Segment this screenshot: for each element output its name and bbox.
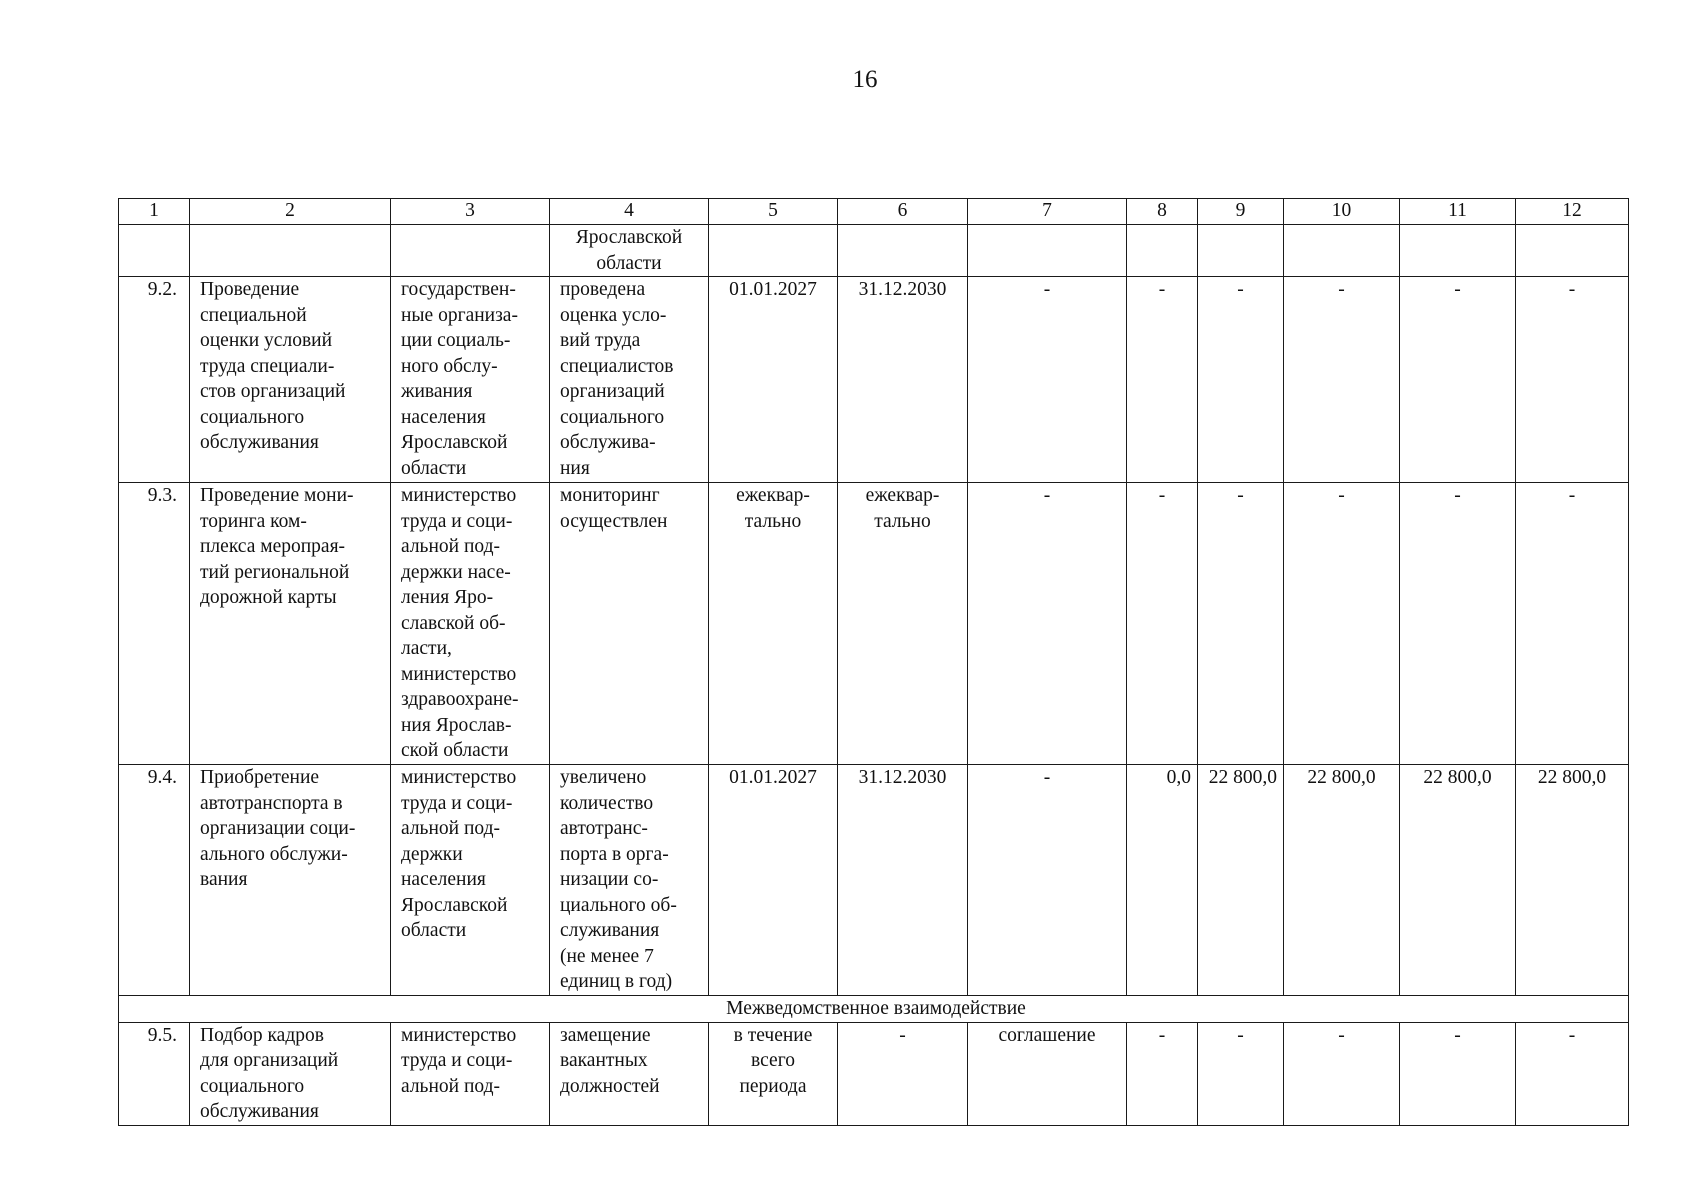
- cell-line: ния Ярослав-: [401, 714, 512, 736]
- value-col-9: -: [1198, 1022, 1284, 1125]
- cell-line: периода: [739, 1075, 807, 1097]
- cell-line: Проведение: [200, 279, 300, 300]
- cell-line: обслуживания: [200, 1101, 319, 1122]
- cell-line: оценки условий: [200, 330, 333, 351]
- column-number: 2: [190, 199, 391, 225]
- cell-line: труда и соци-: [401, 510, 513, 532]
- result: [550, 1022, 709, 1125]
- cell-line: труда и соци-: [401, 792, 513, 814]
- column-number: 3: [391, 199, 550, 225]
- measure-name: [190, 765, 391, 996]
- cell-line: Подбор кадров: [200, 1024, 324, 1046]
- cell-line: вания: [200, 869, 248, 890]
- cell-line: ния: [560, 457, 590, 479]
- cell-line: области: [401, 920, 467, 941]
- value-col-7: соглашение: [968, 1022, 1127, 1125]
- cell-line: социального: [560, 406, 665, 428]
- cell-line: дорожной карты: [200, 587, 337, 608]
- cell-line: проведена: [560, 279, 646, 300]
- executor: [391, 765, 550, 996]
- cell-line: ежеквар-: [865, 485, 940, 506]
- cell-line: всего: [751, 1050, 795, 1071]
- cell-line: единиц в год): [560, 971, 673, 992]
- cell-line: министерство: [401, 767, 517, 788]
- cell-line: населения: [401, 406, 486, 428]
- table-row: [119, 277, 1629, 483]
- cell-line: Ярославской: [401, 894, 508, 916]
- cell-line: социального: [200, 406, 305, 428]
- value-col-10: 22 800,0: [1284, 765, 1400, 996]
- result: [550, 483, 709, 765]
- value-col-11: -: [1400, 483, 1516, 765]
- column-number: 8: [1127, 199, 1198, 225]
- result: [550, 277, 709, 483]
- value-col-7: -: [968, 765, 1127, 996]
- continuation-result-cell: [550, 225, 709, 277]
- value-col-9: -: [1198, 277, 1284, 483]
- column-number: 7: [968, 199, 1127, 225]
- value-col-8: -: [1127, 277, 1198, 483]
- end-date: [838, 765, 968, 996]
- cell-line: труда и соци-: [401, 1050, 513, 1071]
- start-date: [709, 483, 838, 765]
- section-title: Межведомственное взаимодействие: [119, 996, 1629, 1023]
- cell-line: специальной: [200, 304, 307, 326]
- column-number: 11: [1400, 199, 1516, 225]
- value-col-11: 22 800,0: [1400, 765, 1516, 996]
- value-col-9: -: [1198, 483, 1284, 765]
- cell-line: труда специали-: [200, 355, 335, 377]
- cell-line: ской области: [401, 740, 509, 761]
- section-row: [119, 996, 1629, 1023]
- cell-line: населения: [401, 869, 486, 890]
- column-number: 4: [550, 199, 709, 225]
- cell-line: организации соци-: [200, 818, 356, 839]
- cell-line: автотранс-: [560, 818, 648, 839]
- end-date: -: [838, 1022, 968, 1125]
- value-col-7: -: [968, 483, 1127, 765]
- cell-line: ного обслу-: [401, 355, 498, 377]
- value-col-8: 0,0: [1127, 765, 1198, 996]
- cell-line: в течение: [733, 1024, 813, 1046]
- value-col-11: -: [1400, 277, 1516, 483]
- cell-line: министерство: [401, 663, 517, 685]
- column-number: 12: [1516, 199, 1629, 225]
- cell-line: низации со-: [560, 869, 659, 890]
- cell-line: альной под-: [401, 536, 500, 557]
- start-date: [709, 277, 838, 483]
- cell-line: 31.12.2030: [858, 279, 947, 300]
- end-date: [838, 277, 968, 483]
- measure-name: [190, 1022, 391, 1125]
- value-col-8: -: [1127, 1022, 1198, 1125]
- cell-line: плекса меропрая-: [200, 536, 346, 557]
- cell-line: ласти,: [401, 638, 452, 659]
- measure-name: [190, 483, 391, 765]
- cell-line: ального обслужи-: [200, 843, 348, 865]
- cell-line: мониторинг: [560, 485, 660, 506]
- cell-line: держки насе-: [401, 561, 511, 583]
- cell-line: увеличено: [560, 767, 647, 788]
- cell-line: альной под-: [401, 1075, 500, 1097]
- cell-line: служивания: [560, 920, 660, 941]
- cell-line: тий региональной: [200, 561, 350, 583]
- cell-line: специалистов: [560, 355, 674, 377]
- value-col-9: 22 800,0: [1198, 765, 1284, 996]
- value-col-8: -: [1127, 483, 1198, 765]
- cell-line: автотранспорта в: [200, 792, 343, 814]
- measure-name: [190, 277, 391, 483]
- cell-line: альной под-: [401, 818, 500, 839]
- cell-line: Проведение мони-: [200, 485, 354, 506]
- cell-line: Ярославской: [575, 227, 683, 248]
- cell-line: должностей: [560, 1075, 660, 1097]
- cell-line: осуществлен: [560, 510, 668, 532]
- cell-line: циального об-: [560, 894, 677, 916]
- program-table: [118, 198, 1629, 1126]
- cell-line: области: [401, 457, 467, 479]
- cell-line: тально: [744, 510, 802, 532]
- start-date: [709, 1022, 838, 1125]
- cell-line: государствен-: [401, 279, 516, 300]
- cell-line: количество: [560, 792, 654, 814]
- column-number: 1: [119, 199, 190, 225]
- column-number: 6: [838, 199, 968, 225]
- value-col-11: -: [1400, 1022, 1516, 1125]
- cell-line: славской об-: [401, 612, 506, 634]
- cell-line: здравоохране-: [401, 689, 519, 710]
- cell-line: 01.01.2027: [729, 767, 817, 788]
- cell-line: держки: [401, 843, 463, 865]
- cell-line: стов организаций: [200, 381, 346, 402]
- cell-line: социального: [200, 1075, 305, 1097]
- executor: [391, 1022, 550, 1125]
- table-row: [119, 1022, 1629, 1125]
- result: [550, 765, 709, 996]
- value-col-12: -: [1516, 1022, 1629, 1125]
- table-row: [119, 483, 1629, 765]
- cell-line: 01.01.2027: [729, 279, 817, 300]
- row-number: 9.4.: [119, 765, 190, 996]
- cell-line: замещение: [560, 1024, 651, 1046]
- page-number: 16: [852, 66, 878, 93]
- cell-line: ежеквар-: [736, 485, 810, 506]
- cell-line: обслужива-: [560, 432, 656, 453]
- value-col-12: -: [1516, 483, 1629, 765]
- cell-line: области: [596, 252, 662, 274]
- value-col-7: -: [968, 277, 1127, 483]
- value-col-10: -: [1284, 483, 1400, 765]
- cell-line: вий труда: [560, 330, 641, 351]
- cell-line: вакантных: [560, 1050, 648, 1071]
- cell-line: (не менее 7: [560, 945, 654, 967]
- row-number: 9.5.: [119, 1022, 190, 1125]
- cell-line: порта в орга-: [560, 843, 669, 865]
- value-col-10: -: [1284, 1022, 1400, 1125]
- column-number: 10: [1284, 199, 1400, 225]
- cell-line: оценка усло-: [560, 304, 667, 326]
- cell-line: министерство: [401, 1024, 517, 1046]
- value-col-12: -: [1516, 277, 1629, 483]
- value-col-10: -: [1284, 277, 1400, 483]
- value-col-12: 22 800,0: [1516, 765, 1629, 996]
- cell-line: ции социаль-: [401, 330, 511, 351]
- table-row: [119, 765, 1629, 996]
- executor: [391, 277, 550, 483]
- cell-line: Ярославской: [401, 432, 508, 453]
- cell-line: живания: [401, 381, 473, 402]
- cell-line: организаций: [560, 381, 665, 402]
- row-number: 9.3.: [119, 483, 190, 765]
- cell-line: обслуживания: [200, 432, 319, 453]
- cell-line: Приобретение: [200, 767, 320, 788]
- row-number: 9.2.: [119, 277, 190, 483]
- cell-line: торинга ком-: [200, 510, 307, 532]
- cell-line: ные организа-: [401, 304, 518, 326]
- start-date: [709, 765, 838, 996]
- continuation-row: [119, 225, 1629, 277]
- column-number-row: [119, 199, 1629, 225]
- column-number: 9: [1198, 199, 1284, 225]
- cell-line: 31.12.2030: [858, 767, 947, 788]
- end-date: [838, 483, 968, 765]
- cell-line: для организаций: [200, 1050, 339, 1071]
- cell-line: ления Яро-: [401, 587, 494, 608]
- cell-line: министерство: [401, 485, 517, 506]
- cell-line: тально: [874, 510, 931, 532]
- column-number: 5: [709, 199, 838, 225]
- executor: [391, 483, 550, 765]
